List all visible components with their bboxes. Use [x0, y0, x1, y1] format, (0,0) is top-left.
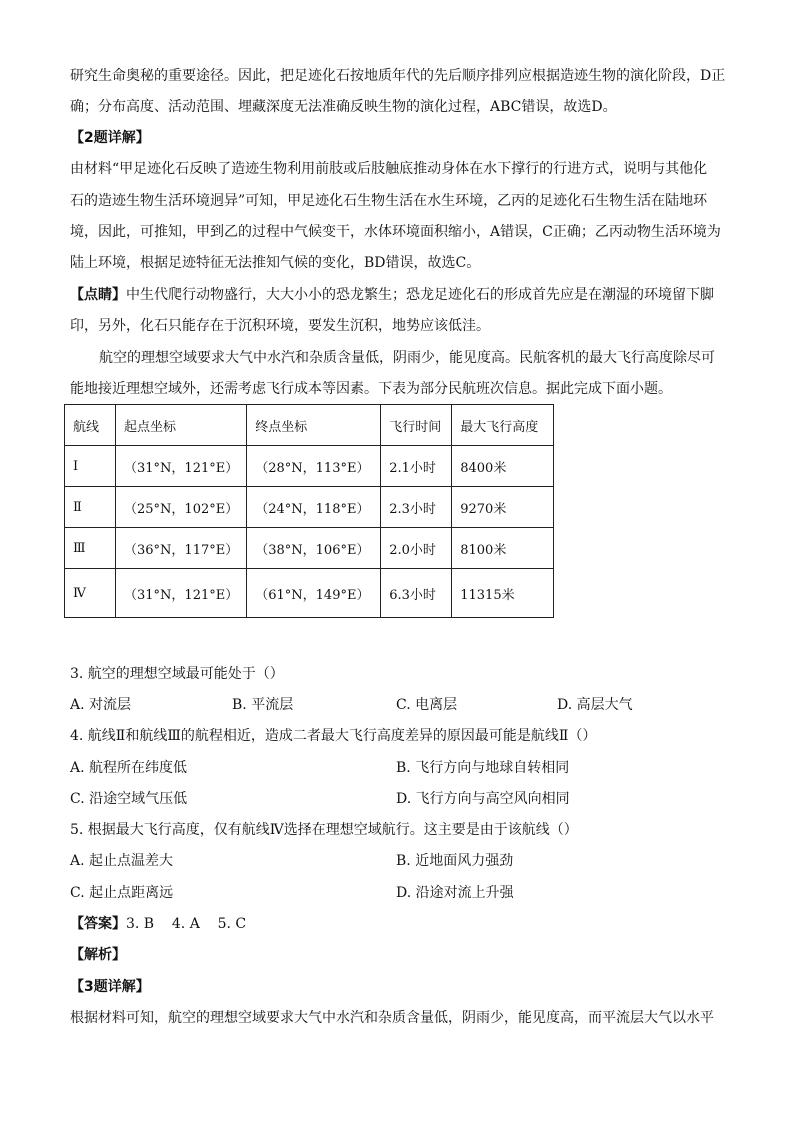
table-header-cell: 起点坐标 [116, 405, 247, 446]
paragraph-line: 陆上环境，根据足迹特征无法推知气候的变化，BD错误，故选C。 [70, 255, 481, 271]
option-b: B. 飞行方向与地球自转相同 [396, 760, 570, 776]
paragraph-line: 根据材料可知，航空的理想空域要求大气中水汽和杂质含量低，阴雨少，能见度高，而平流层大气以水平 [70, 1010, 714, 1026]
tip-text: 中生代爬行动物盛行，大大小小的恐龙繁生；恐龙足迹化石的形成首先应是在潮湿的环境留下脚 [126, 287, 714, 303]
option-a: A. 航程所在纬度低 [70, 760, 188, 776]
question-stem: 3. 航空的理想空域最可能处于（） [70, 666, 284, 682]
answer-label: 【答案】 [70, 916, 126, 932]
table-cell: （25°N，102°E） [116, 487, 247, 528]
table-cell: Ⅱ [65, 487, 116, 528]
option-b: B. 平流层 [232, 697, 294, 713]
option-c: C. 电离层 [396, 697, 458, 713]
option-b: B. 近地面风力强劲 [396, 853, 514, 869]
table-header-row [65, 405, 554, 446]
section-heading: 【2题详解】 [70, 130, 150, 146]
tip-line [70, 285, 730, 305]
table-cell: 8400米 [452, 446, 554, 487]
table-cell: 9270米 [452, 487, 554, 528]
table-cell: （31°N，121°E） [116, 446, 247, 487]
table-cell: （36°N，117°E） [116, 528, 247, 569]
paragraph-line: 境，因此，可推知，甲到乙的过程中气候变干，水体环境面积缩小，A错误，C正确；乙丙动物生活环境为 [70, 224, 721, 240]
section-heading: 【3题详解】 [70, 979, 150, 995]
option-d: D. 沿途对流上升强 [396, 885, 514, 901]
table-row [65, 528, 554, 569]
paragraph-line: 石的造迹生物生活环境迥异”可知，甲足迹化石生物生活在水生环境，乙丙的足迹化石生物生活在陆地环 [70, 193, 708, 209]
option-a: A. 对流层 [70, 697, 132, 713]
table-cell: （28°N，113°E） [247, 446, 381, 487]
answer-text: 3. B 4. A 5. C [126, 916, 247, 932]
table-cell: （24°N，118°E） [247, 487, 381, 528]
table-cell: （61°N，149°E） [247, 569, 381, 618]
paragraph-line: 确；分布高度、活动范围、埋藏深度无法准确反映生物的演化过程，ABC错误，故选D。 [70, 99, 617, 115]
option-c: C. 起止点距离远 [70, 885, 174, 901]
option-d: D. 飞行方向与高空风向相同 [396, 791, 570, 807]
intro-line: 能地接近理想空域外，还需考虑飞行成本等因素。下表为部分民航班次信息。据此完成下面小题。 [70, 381, 672, 397]
tip-label: 【点睛】 [70, 287, 126, 303]
table-row [65, 446, 554, 487]
table-cell: 2.0小时 [381, 528, 452, 569]
table-cell: （31°N，121°E） [116, 569, 247, 618]
flight-route-table [64, 404, 554, 618]
table-cell: Ⅰ [65, 446, 116, 487]
table-row [65, 487, 554, 528]
paragraph-line: 印，另外，化石只能存在于沉积环境，要发生沉积，地势应该低洼。 [70, 318, 490, 334]
table-header-cell: 飞行时间 [381, 405, 452, 446]
table-cell: Ⅳ [65, 569, 116, 618]
table-cell: 2.1小时 [381, 446, 452, 487]
option-c: C. 沿途空域气压低 [70, 791, 188, 807]
paragraph-line: 研究生命奥秘的重要途径。因此，把足迹化石按地质年代的先后顺序排列应根据造迹生物的演化阶段，D正 [70, 68, 726, 84]
question-stem: 5. 根据最大飞行高度，仅有航线Ⅳ选择在理想空域航行。这主要是由于该航线（） [70, 822, 578, 838]
table-header-cell: 最大飞行高度 [452, 405, 554, 446]
table-cell: 6.3小时 [381, 569, 452, 618]
table-cell: 11315米 [452, 569, 554, 618]
analysis-label: 【解析】 [70, 947, 126, 963]
table-cell: 2.3小时 [381, 487, 452, 528]
table-header-cell: 航线 [65, 405, 116, 446]
option-d: D. 高层大气 [557, 697, 633, 713]
option-a: A. 起止点温差大 [70, 853, 174, 869]
answer-line [70, 914, 730, 934]
intro-line: 航空的理想空域要求大气中水汽和杂质含量低，阴雨少，能见度高。民航客机的最大飞行高度除尽可 [99, 350, 715, 366]
table-row [65, 569, 554, 618]
table-cell: （38°N，106°E） [247, 528, 381, 569]
table-cell: Ⅲ [65, 528, 116, 569]
question-stem: 4. 航线Ⅱ和航线Ⅲ的航程相近，造成二者最大飞行高度差异的原因最可能是航线Ⅱ（） [70, 728, 597, 744]
table-header-cell: 终点坐标 [247, 405, 381, 446]
table-cell: 8100米 [452, 528, 554, 569]
paragraph-line: 由材料“甲足迹化石反映了造迹生物利用前肢或后肢触底推动身体在水下撑行的行进方式，说明与其他化 [70, 161, 708, 177]
